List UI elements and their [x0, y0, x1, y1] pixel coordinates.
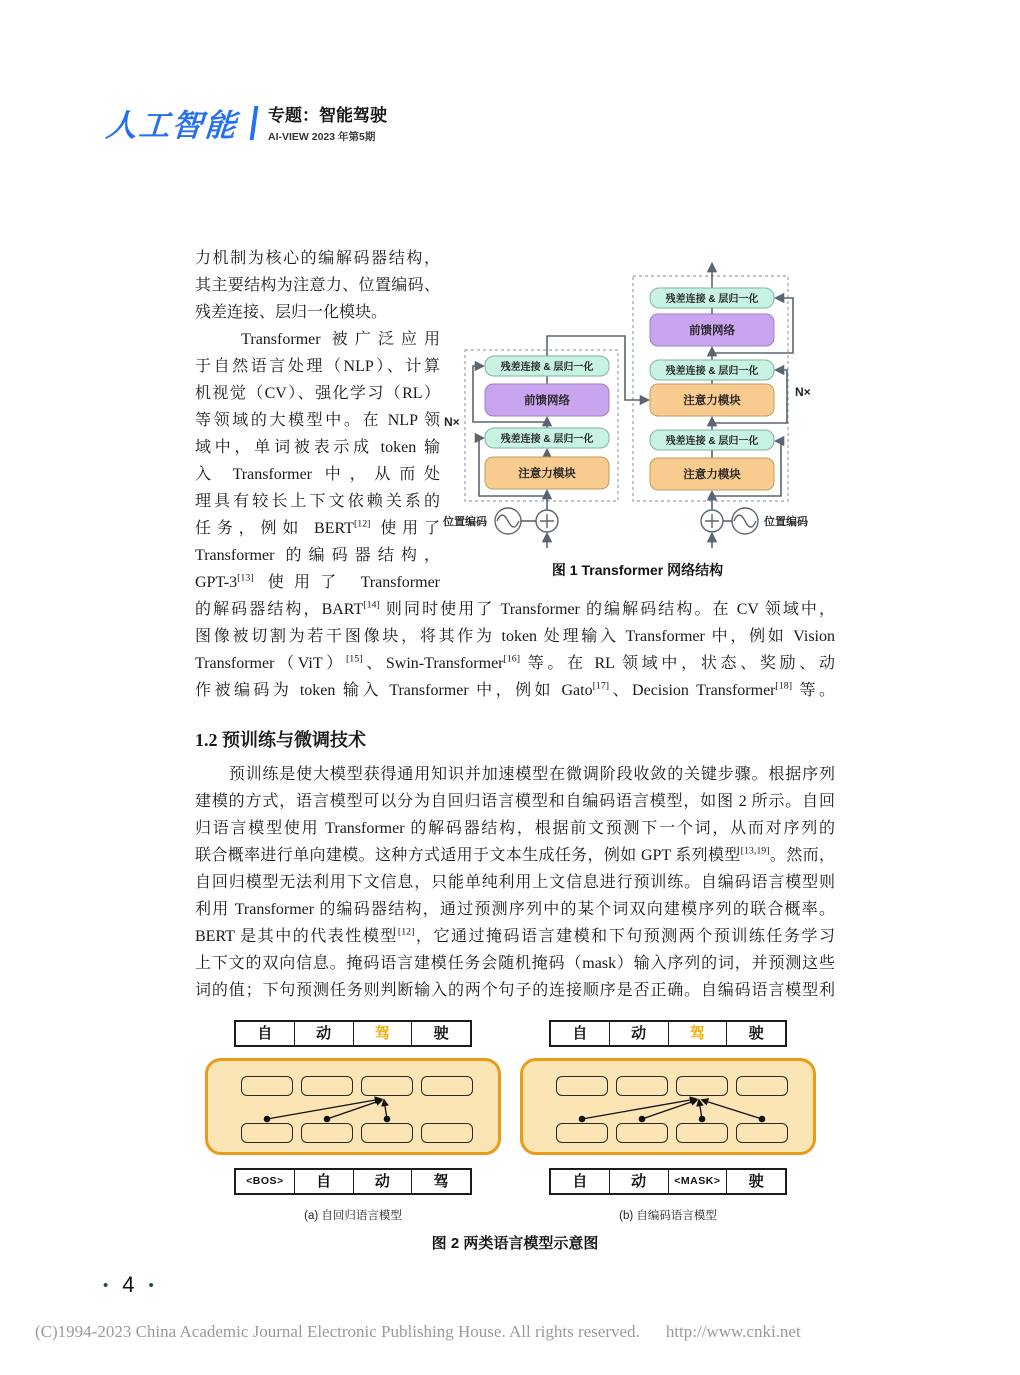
copyright-text: (C)1994-2023 China Academic Journal Electronic Publishing House. All rights reserved.	[35, 1322, 640, 1341]
figure-1-caption: 图 1 Transformer 网络结构	[551, 562, 724, 578]
decoder-addnorm-1-label: 残差连接 & 层归一化	[665, 436, 759, 447]
page-header	[106, 100, 387, 145]
encoder-addnorm-2-label: 残差连接 & 层归一化	[500, 362, 594, 373]
figure-2	[195, 1020, 835, 1253]
journal-logo: 人工智能	[104, 108, 240, 143]
token-cell: 动	[294, 1022, 353, 1045]
input-token-row-a	[234, 1168, 472, 1195]
decoder-self-attention-label: 注意力模块	[683, 469, 741, 481]
output-token-row-b	[549, 1020, 787, 1047]
figure-2-caption: 图 2 两类语言模型示意图	[431, 1235, 599, 1252]
figure-2a-autoregressive	[205, 1020, 501, 1223]
token-cell: 动	[609, 1170, 668, 1193]
section-heading: 1.2 预训练与微调技术	[195, 730, 366, 750]
token-cell: 自	[294, 1170, 353, 1193]
attention-arrows-a	[208, 1061, 498, 1152]
token-cell-highlighted: 驾	[353, 1022, 412, 1045]
pos-enc-right-label: 位置编码	[764, 516, 808, 528]
output-token-row-a	[234, 1020, 472, 1047]
attention-arrows-b	[523, 1061, 813, 1152]
token-cell: 自	[572, 1173, 588, 1190]
paragraph-1-wide: 的解码器结构，BART[14] 则同时使用了 Transformer 的编解码结构。在 CV 领域中， 图像被切割为若干图像块，将其作为 token 处理输入 Transformer 中，例如 Vision Transformer（ViT）[15]、Swin-Transformer[16] 等。在 RL 领域中，状态、奖励、动 作被编码为 token 输入 Transformer 中，例如 Gato[17]、Decision Transformer[18] 等。	[195, 599, 835, 699]
article-body	[195, 245, 835, 1253]
token-cell: 动	[353, 1170, 412, 1193]
figure-1	[440, 245, 835, 596]
encoder-ntimes-label: N×	[444, 415, 460, 429]
decoder-addnorm-3-label: 残差连接 & 层归一化	[665, 294, 759, 305]
copyright-footer	[35, 1322, 801, 1342]
transformer-diagram	[440, 256, 835, 558]
issue-label: AI-VIEW 2023 年第5期	[268, 131, 376, 143]
input-token-row-b	[549, 1168, 787, 1195]
token-cell-highlighted: 驾	[668, 1022, 727, 1045]
decoder-ffn-label: 前馈网络	[689, 325, 735, 337]
encoder-ffn-label: 前馈网络	[524, 395, 570, 407]
decoder-addnorm-2-label: 残差连接 & 层归一化	[665, 366, 759, 377]
topic-title: 专题：智能驾驶	[268, 106, 387, 125]
decoder-cross-attention-label: 注意力模块	[683, 395, 741, 407]
token-cell: 驶	[726, 1022, 785, 1045]
token-cell: 驾	[411, 1170, 470, 1193]
token-cell: 驶	[726, 1170, 785, 1193]
pos-enc-left-label: 位置编码	[443, 516, 487, 528]
encoder-attention-label: 注意力模块	[518, 468, 576, 480]
model-box-b	[520, 1058, 816, 1155]
header-divider	[250, 106, 259, 140]
token-cell-bos: <BOS>	[246, 1175, 284, 1187]
model-box-a	[205, 1058, 501, 1155]
cnki-url: http://www.cnki.net	[665, 1322, 801, 1341]
left-column-paragraph: 力机制为核心的编解码器结构， 其主要结构为注意力、位置编码、 残差连接、层归一化模块。 Transformer 被广泛应用 于自然语言处理（NLP）、计算 机视觉（CV）、强化学习（RL） 等领域的大模型中。在 NLP 领 域中，单词被表示成 token 输 入 Transformer 中，从而处 理具有较长上下文依赖关系的 任务，例如 BERT[12] 使用了 Transformer 的编码器结构， GPT-3[13] 使用了 Transformer	[195, 250, 440, 591]
decoder-ntimes-label: N×	[795, 385, 811, 399]
page-number-value: 4	[122, 1272, 135, 1297]
token-cell: 自	[257, 1025, 273, 1042]
figure-2b-caption: (b) 自编码语言模型	[619, 1210, 717, 1222]
figure-2a-caption: (a) 自回归语言模型	[304, 1210, 402, 1222]
paragraph-2: 预训练是使大模型获得通用知识并加速模型在微调阶段收敛的关键步骤。根据序列 建模的方式，语言模型可以分为自回归语言模型和自编码语言模型，如图 2 所示。自回 归语言模型使用 Transformer 的解码器结构，根据前文预测下一个词，从而对序列的 联合概率进行单向建模。这种方式适用于文本生成任务，例如 GPT 系列模型[13,19]。然而， 自回归模型无法利用下文信息，只能单纯利用上文信息进行预训练。自编码语言模型则 利用 Transformer 的编码器结构，通过预测序列中的某个词双向建模序列的联合概率。 BERT 是其中的代表性模型[12]，它通过掩码语言建模和下句预测两个预训练任务学习 上下文的双向信息。掩码语言建模任务会随机掩码（mask）输入序列的词，并预测这些 词的值；下句预测任务则判断输入的两个句子的连接顺序是否正确。自编码语言模型利	[195, 766, 835, 999]
page-dot-right: •	[148, 1276, 154, 1294]
figure-2b-autoencoding	[520, 1020, 816, 1223]
token-cell-mask: <MASK>	[668, 1170, 727, 1193]
encoder-addnorm-1-label: 残差连接 & 层归一化	[500, 434, 594, 445]
token-cell: 驶	[411, 1022, 470, 1045]
token-cell: 自	[572, 1025, 588, 1042]
token-cell: 动	[609, 1022, 668, 1045]
page-number	[103, 1272, 154, 1298]
page-dot-left: •	[103, 1276, 109, 1294]
